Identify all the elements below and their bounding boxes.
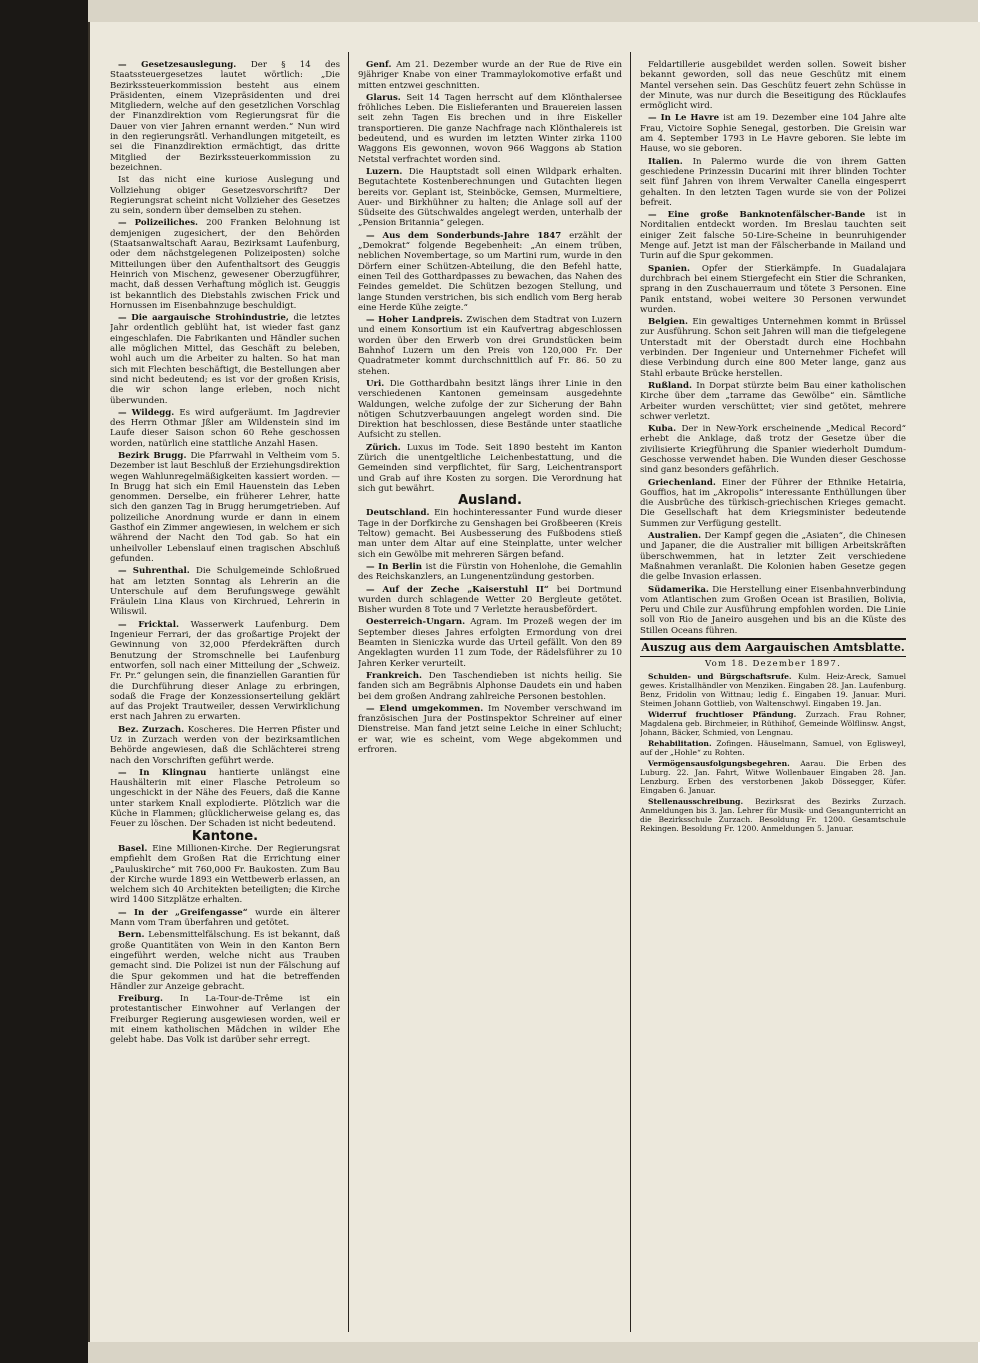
section-heading-kantone: Kantone. <box>191 828 259 844</box>
article-paragraph <box>640 672 906 708</box>
article-text: Luxus im Tode. Seit 1890 besteht im Kanton Zürich die unentgeltliche Leichenbestattung, und die Gemeinden sind verpflichtet, für Sarg, Leichentransport und Grab auf ihre Kosten zu sorgen. Die Verordnung hat sich gut bewährt. <box>358 442 622 494</box>
article-paragraph <box>640 710 906 737</box>
article-lead: Oesterreich-Ungarn. <box>366 617 471 628</box>
article-paragraph <box>358 167 622 229</box>
column-2-articles <box>358 60 622 494</box>
article-paragraph <box>640 60 906 111</box>
article-lead: — In der „Greifengasse“ <box>118 907 256 918</box>
article-text: 200 Franken Belohnung ist demjenigen zugesichert, der den Behörden (Staatsanwaltschaft Aarau, Bezirksamt Laufenburg, oder dem nächstgelegenen Polizeiposten) solche Mitteilungen über den Aufenthaltsort des Geuggis Heinrich von Mischenz, gewesener Oberzugführer, macht, daß dessen Verhaftung möglich ist. Geuggis ist bekanntlich des Diebstahls zwischen Frick und Hornussen im Eisenbahnzuge beschuldigt. <box>110 218 340 311</box>
article-lead: Italien. <box>648 156 693 167</box>
article-lead: Griechenland. <box>648 477 722 488</box>
article-text: Ein hochinteressanter Fund wurde dieser Tage in der Dorfkirche zu Genshagen bei Großbeeren (Kreis Teltow) gemacht. Bei Ausbesserung des Fußbodens stieß man unter dem Altar auf eine Steinplatte, unter welcher sich ein Gewölbe mit mehreren Särgen befand. <box>358 508 622 560</box>
article-lead: — In Berlin <box>366 561 426 572</box>
article-lead: Rehabilitation. <box>648 738 717 748</box>
article-lead: Australien. <box>648 531 705 542</box>
article-paragraph <box>640 739 906 757</box>
article-paragraph <box>640 478 906 529</box>
article-paragraph <box>358 379 622 441</box>
article-paragraph <box>110 60 340 173</box>
article-paragraph <box>110 725 340 766</box>
article-text: In Dorpat stürzte beim Bau einer katholischen Kirche über dem „tarrame das Gewölbe“ ein. Sämtliche Arbeiter wurden verschüttet; vier sind getötet, mehrere schwer verletzt. <box>640 380 906 422</box>
article-lead: Glarus. <box>366 92 407 103</box>
article-paragraph <box>110 930 340 992</box>
article-paragraph <box>640 157 906 208</box>
article-text: Die Hauptstadt soll einen Wildpark erhalten. Begutachtete Kostenberechnungen und Gutachten liegen bereits vor. Geplant ist, Steinböcke, Gemsen, Murmeltiere, Auer- und Birkhühner zu halten; die Anlage soll auf der Südseite des Gütschwaldes angelegt werden, unterhalb der „Pension Britannia“ gelegen. <box>358 166 622 229</box>
article-text: Es wird aufgeräumt. Im Jagdrevier des Herrn Othmar Jßler am Wildenstein sind im Laufe dieser Saison schon 60 Rehe geschossen worden, natürlich eine stattliche Anzahl Hasen. <box>110 407 340 449</box>
article-paragraph <box>358 443 622 494</box>
article-lead: Schulden- und Bürgschaftsrufe. <box>648 671 798 681</box>
article-paragraph <box>358 231 622 313</box>
scan-margin <box>978 0 1000 1363</box>
article-paragraph <box>640 113 906 154</box>
article-text: Der § 14 des Staatssteuergesetzes lautet wörtlich: „Die Bezirkssteuerkommission besteht aus einem Präsidenten, einem Vizepräsidenten und drei Mitgliedern, welche auf den gesetzlichen Vorschlag der Finanzdirektion vom Regierungsrat für die Dauer von vier Jahren ernannt werden.“ Nun wird in den regierungsrätl. Verhandlungen mitgeteilt, es sei die Finanzdirektion ermächtigt, das dritte Mitglied der Bezirkssteuerkommission zu bezeichnen. <box>110 60 340 173</box>
article-lead: Bern. <box>118 930 149 941</box>
article-paragraph <box>358 562 622 583</box>
article-paragraph <box>110 844 340 906</box>
article-lead: Spanien. <box>648 263 702 274</box>
article-lead: Südamerika. <box>648 584 713 595</box>
article-text: Aarau. Die Erben des Luburg. 22. Jan. Fahrt, Witwe Wollenbauer Eingaben 28. Jan. Lenzburg. Erben des verstorbenen Jakob Dössegger, Küfer. Eingaben 6. Januar. <box>640 758 906 795</box>
article-paragraph <box>110 768 340 830</box>
article-paragraph <box>110 451 340 564</box>
article-paragraph <box>640 424 906 475</box>
column-rule <box>348 52 349 1332</box>
article-paragraph <box>110 218 340 311</box>
article-lead: Kuba. <box>648 424 682 435</box>
section-heading-ausland: Ausland. <box>458 493 522 509</box>
article-text: Ist das nicht eine kuriose Auslegung und Vollziehung obiger Gesetzesvorschrift? Der Regierungsrat scheint nicht Vollzieher des Gesetzes zu sein, sondern über demselben zu stehen. <box>110 175 340 217</box>
article-text: Zwischen dem Stadtrat von Luzern und einem Konsortium ist ein Kaufvertrag abgeschlossen worden über den Erwerb von drei Grundstücken beim Bahnhof Luzern um den Preis von 120,000 Fr. Der Quadratmeter kommt durchschnittlich auf Fr. 86. 50 zu stehen. <box>358 315 622 377</box>
column-3-articles <box>640 60 906 636</box>
article-text: hantierte unlängst eine Haushälterin mit einer Flasche Petroleum so ungeschickt in der Nähe des Feuers, daß die Kanne unter starkem Knall explodierte. Plötzlich war die Küche in Flammen; glücklicherweise gelang es, das Feuer zu löschen. Der Schaden ist nicht bedeutend. <box>110 767 340 830</box>
article-paragraph <box>358 671 622 702</box>
article-lead: — Aus dem Sonderbunds-Jahre 1847 <box>366 230 570 241</box>
article-paragraph <box>640 264 906 315</box>
article-lead: Bezirk Brugg. <box>118 450 191 461</box>
article-text: Der in New-York erscheinende „Medical Record“ erhebt die Anklage, daß trotz der Gesetze über die zivilisierte Kriegführung die Spanier wiederholt Dumdum-Geschosse verwendet haben. Die Wunden dieser Geschosse sind ganz besonders gefährlich. <box>640 424 906 476</box>
article-paragraph <box>640 585 906 636</box>
article-text: Zofingen. Häuselmann, Samuel, von Eglisweyl, auf der „Hohle“ zu Rohten. <box>640 738 906 757</box>
column-2 <box>358 60 622 1330</box>
column-3 <box>640 60 906 1330</box>
column-1-articles <box>110 60 340 830</box>
article-text: Die Herstellung einer Eisenbahnverbindung vom Atlantischen zum Großen Ocean ist Brasilien, Bolivia, Peru und Chile zur Ausführung empfohlen worden. Die Linie soll von Rio de Janeiro ausgehen und bis an die Küste des Stillen Oceans führen. <box>640 584 906 636</box>
amtsblatt-date: Vom 18. Dezember 1897. <box>704 659 842 670</box>
article-text: Am 21. Dezember wurde an der Rue de Rive ein 9jähriger Knabe von einer Trammaylokomotive erfaßt und mitten entzwei geschnitten. <box>358 60 622 91</box>
article-paragraph <box>110 566 340 617</box>
article-paragraph <box>110 908 340 929</box>
article-lead: — Elend umgekommen. <box>366 703 489 714</box>
article-lead: Belgien. <box>648 317 693 328</box>
article-text: bei Dortmund wurden durch schlagende Wetter 20 Bergleute getötet. Bisher wurden 8 Tote und 7 Verletzte herausbefördert. <box>358 584 622 616</box>
article-paragraph <box>640 317 906 379</box>
article-paragraph <box>358 508 622 559</box>
article-text: ist in Norditalien entdeckt worden. Im Breslau tauchten seit einiger Zeit falsche 50-Lire-Scheine in beunruhigender Menge auf. Jetzt ist man der Fälscherbande in Mailand und Turin auf die Spur gekommen. <box>640 210 906 262</box>
article-paragraph <box>110 620 340 723</box>
article-lead: Rußland. <box>648 380 697 391</box>
article-text: Lebensmittelfälschung. Es ist bekannt, daß große Quantitäten von Wein in den Kanton Bern eingeführt werden, welche nicht aus Trauben gemacht sind. Die Polizei ist nun der Fälschung auf die Spur gekommen und hat die betreffenden Händler zur Anzeige gebracht. <box>110 930 340 992</box>
article-text: Die Schulgemeinde Schloßrued hat am letzten Sonntag als Lehrerin an die Unterschule auf dem Berufungswege gewählt Fräulein Lina Klaus von Kirchrued, Lehrerin in Wiliswil. <box>110 566 340 618</box>
article-text: Die Gotthardbahn besitzt längs ihrer Linie in den verschiedenen Kantonen gemeinsam ausgedehnte Waldungen, welche zufolge der zur Sicherung der Bahn nötigen Schutzverbauungen angelegt worden sind. Die Direktion hat beschlossen, diese Bestände unter staatliche Aufsicht zu stellen. <box>358 378 622 441</box>
article-paragraph <box>358 93 622 165</box>
article-text: Die Pfarrwahl in Veltheim vom 5. Dezember ist laut Beschluß der Erziehungsdirektion wegen Wahlunregelmäßigkeiten kassiert worden. — In Brugg hat sich ein Emil Hauenstein das Leben genommen. Derselbe, ein früherer Lehrer, hatte sich den ganzen Tag in Brugg herumgetrieben. Auf polizeiliche Anordnung wurde er dann in einem Gasthof ein Zimmer angewiesen, in welchem er sich während der Nacht den Tod gab. So hat ein unheilvoller Lebenslauf einen tragischen Abschluß gefunden. <box>110 450 340 564</box>
article-text: Bezirksrat des Bezirks Zurzach. Anmeldungen bis 3. Jan. Lehrer für Musik- und Gesangunterricht an die Bezirksschule Zurzach. Besoldung Fr. 1200. Gesamtschule Rekingen. Besoldung Fr. 1200. Anmeldungen 5. Januar. <box>640 796 906 833</box>
article-lead: Widerruf fruchtloser Pfändung. <box>648 709 806 719</box>
article-text: Zurzach. Frau Rohner, Magdalena geb. Birchmeier, in Rüthihof, Gemeinde Wölflinsw. Angst, Johann, Bäcker, Schmied, von Lengnau. <box>640 709 906 737</box>
amtsblatt-title: Auszug aus dem Aargauischen Amtsblatte. <box>640 638 906 657</box>
article-text: Eine Millionen-Kirche. Der Regierungsrat empfiehlt dem Großen Rat die Errichtung einer „Pauluskirche“ mit 760,000 Fr. Baukosten. Zum Bau der Kirche wurde 1893 ein Wettbewerb erlassen, an welchem sich 40 Architekten beteiligten; die Kirche wird 1400 Sitzplätze erhalten. <box>110 843 340 906</box>
article-text: erzählt der „Demokrat“ folgende Begebenheit: „An einem trüben, neblichen Novembertage, so um Martini rum, wurde in den Dörfern einer Schützen-Abteilung, die den Befehl hatte, einen Teil des Gotthardpasses zu bewachen, das Nahen des Feindes gemeldet. Die Schützen bezogen Stellung, und lange Stunden verstrichen, bis sich endlich vom Berg herab eine Herde Kühe zeigte.“ <box>358 230 622 313</box>
article-text: In La-Tour-de-Trême ist ein protestantischer Einwohner auf Verlangen der Freiburger Regierung ausgewiesen worden, weil er mit einem katholischen Mädchen in wilder Ehe gelebt habe. Das Volk ist darüber sehr erregt. <box>110 994 340 1046</box>
article-lead: Vermögensausfolgungsbegehren. <box>648 758 801 768</box>
article-text: Einer der Führer der Ethnike Hetairia, Gouffios, hat im „Akropolis“ interessante Enthüllungen über die Ausbrüche des türkisch-griechischen Krieges gemacht. Die Gesellschaft hat dem Kriegsminister bedeutende Summen zur Verfügung gestellt. <box>640 477 906 529</box>
ausland-articles <box>358 508 622 755</box>
newspaper-page <box>88 22 980 1342</box>
binding-gutter <box>0 0 88 1363</box>
article-text: Der Kampf gegen die „Asiaten“, die Chinesen und Japaner, die die Australier mit billigen Arbeitskräften überschwemmen, hat in letzter Zeit verschiedene Maßnahmen veranlaßt. Die Kolonien haben Gesetze gegen die gelbe Invasion erlassen. <box>640 531 906 583</box>
article-paragraph <box>358 315 622 377</box>
article-lead: Luzern. <box>366 166 409 177</box>
amtsblatt-items <box>640 672 906 833</box>
article-lead: Frankreich. <box>366 670 429 681</box>
column-1 <box>110 60 340 1330</box>
article-paragraph <box>358 704 622 755</box>
article-lead: — Wildegg. <box>118 407 180 418</box>
article-paragraph <box>640 759 906 795</box>
article-text: Kulm. Heiz-Areck, Samuel gewes. Kristallhändler von Menziken. Eingaben 28. Jan. Laufenburg. Benz, Fridolin von Wittnau; ledig f.. Eingaben 19. Januar. Muri. Steimen Johann Gottlieb, von Waltenschwyl. Eingaben 19. Jan. <box>640 671 906 708</box>
article-lead: — Polizeiliches. <box>118 218 207 229</box>
article-text: Opfer der Stierkämpfe. In Guadalajara durchbrach bei einem Stiergefecht ein Stier die Schranken, sprang in den Zuschauerraum und tötete 3 Personen. Eine Panik entstand, wobei weitere 30 Personen verwundet wurden. <box>640 263 906 315</box>
article-lead: — Die aargauische Strohindustrie, <box>118 313 294 324</box>
kantone-articles <box>110 844 340 1046</box>
article-lead: — Auf der Zeche „Kaiserstuhl II“ <box>366 584 557 595</box>
article-text: Koscheres. Die Herren Pfister und Uz in Zurzach werden von der bezirksamtlichen Behörde angewiesen, daß die Schlächterei streng nach den Vorschriften geführt werde. <box>110 724 340 766</box>
article-paragraph <box>640 531 906 582</box>
article-paragraph <box>640 381 906 422</box>
article-text: Wasserwerk Laufenburg. Dem Ingenieur Ferrari, der das großartige Projekt der Gewinnung von 32,000 Pferdekräften durch Benutzung der Stromschnelle bei Laufenburg entworfen, soll nach einer Mitteilung der „Schweiz. Fr. Pr.“ gelungen sein, die finanziellen Garantien für die Durchführung dieser Anlage zu erbringen, sodaß die Frage der Konzessionserteilung geklärt auf das Projekt Trautweiler, dessen Verwirklichung erst nach Jahren zu erwarten. <box>110 619 340 723</box>
article-paragraph <box>110 994 340 1045</box>
article-paragraph <box>110 175 340 216</box>
article-paragraph <box>110 408 340 449</box>
article-text: Seit 14 Tagen herrscht auf dem Klönthalersee fröhliches Leben. Die Eislieferanten und Brauereien lassen seit zehn Tagen Eis brechen und in ihre Eiskeller transportieren. Die ganze Nachfrage nach Klönthalereis ist bedeutend, und es wurden im letzten Winter zirka 1100 Waggons Eis gewonnen, wovon 966 Waggons ab Station Netstal verfrachtet worden sind. <box>358 92 622 165</box>
article-text: ist die Fürstin von Hohenlohe, die Gemahlin des Reichskanzlers, an Lungenentzündung gestorben. <box>358 561 622 583</box>
article-text: Den Taschendieben ist nichts heilig. Sie fanden sich am Begräbnis Alphonse Daudets ein und haben bei dem großen Andrang zahlreiche Personen bestohlen. <box>358 670 622 702</box>
article-lead: Genf. <box>366 60 397 70</box>
article-paragraph <box>640 210 906 261</box>
article-lead: Deutschland. <box>366 508 435 519</box>
column-rule <box>630 52 631 1332</box>
article-text: Feldartillerie ausgebildet werden sollen. Soweit bisher bekannt geworden, soll das neue Geschütz mit einem Mantel versehen sein. Das Geschütz feuert zehn Schüsse in der Minute, was nur durch die Beseitigung des Rücklaufes ermöglicht wird. <box>640 60 906 112</box>
article-text: ist am 19. Dezember eine 104 Jahre alte Frau, Victoire Sophie Senegal, gestorben. Die Greisin war am 4. September 1793 in Le Havre geboren. Sie lebte im Hause, wo sie geboren. <box>640 113 906 155</box>
article-text: Agram. Im Prozeß wegen der im September dieses Jahres erfolgten Ermordung von drei Beamten in Sieniczka wurde das Urteil gefällt. Von den 89 Angeklagten wurden 11 zum Tode, der Rädelsführer zu 10 Jahren Kerker verurteilt. <box>358 617 622 669</box>
article-text: Ein gewaltiges Unternehmen kommt in Brüssel zur Ausführung. Schon seit Jahren will man die tiefgelegene Unterstadt mit der Oberstadt durch eine Hochbahn verbinden. Der Ingenieur und Unternehmer Fichefet will diese Verbindung durch eine 800 Meter lange, ganz aus Stahl erbaute Brücke herstellen. <box>640 317 906 379</box>
article-text: wurde ein älterer Mann vom Tram überfahren und getötet. <box>110 907 340 929</box>
article-lead: — In Klingnau <box>118 767 219 778</box>
article-paragraph <box>358 617 622 668</box>
article-lead: Bez. Zurzach. <box>118 724 188 735</box>
article-lead: Zürich. <box>366 442 407 453</box>
article-lead: — In Le Havre <box>648 113 724 124</box>
article-lead: Stellenausschreibung. <box>648 796 756 806</box>
article-lead: — Suhrenthal. <box>118 566 197 577</box>
article-lead: — Gesetzesauslegung. <box>118 60 251 70</box>
article-lead: — Eine große Banknotenfälscher-Bande <box>648 210 877 221</box>
article-paragraph <box>110 313 340 406</box>
article-lead: Freiburg. <box>118 994 180 1005</box>
article-text: die letztes Jahr ordentlich geblüht hat, ist wieder fast ganz eingeschlafen. Die Fabrikanten und Händler suchen alle möglichen Mittel, das Geschäft zu beleben, wohl auch um die Arbeiter zu halten. So hat man sich mit Flechten beschäftigt, die Bestellungen aber sind nicht bedeutend; es ist vor der großen Krisis, die wir schon lange erleben, noch nicht überwunden. <box>110 313 340 406</box>
article-paragraph <box>640 797 906 833</box>
article-lead: — Fricktal. <box>118 619 191 630</box>
article-text: Im November verschwand im französischen Jura der Postinspektor Schreiner auf einer Dienstreise. Man fand jetzt seine Leiche in einer Schlucht; er war, wie es scheint, vom Wege abgekommen und erfroren. <box>358 703 622 755</box>
article-lead: Uri. <box>366 378 390 389</box>
article-lead: Basel. <box>118 843 153 854</box>
article-paragraph <box>358 585 622 616</box>
article-paragraph <box>358 60 622 91</box>
article-lead: — Hoher Landpreis. <box>366 315 467 326</box>
article-text: In Palermo wurde die von ihrem Gatten geschiedene Prinzessin Ducarini mit ihrer blinden Tochter seit fünf Jahren von ihrem Verwalter Canella eingesperrt gehalten. In den letzten Tagen wurde sie von der Polizei befreit. <box>640 156 906 208</box>
